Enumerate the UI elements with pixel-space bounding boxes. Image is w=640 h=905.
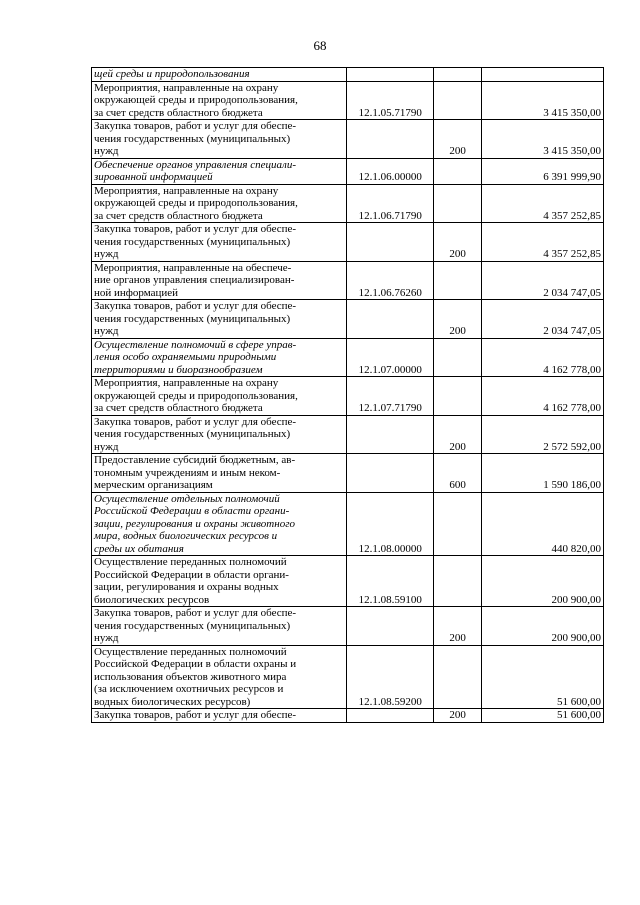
budget-table (91, 67, 604, 723)
amount-cell: 3 415 350,00 (482, 81, 604, 120)
code-cell: 12.1.07.00000 (347, 338, 434, 377)
code-cell (347, 415, 434, 454)
code-cell: 12.1.06.76260 (347, 261, 434, 300)
code-cell (347, 223, 434, 262)
amount-cell: 1 590 186,00 (482, 454, 604, 493)
type-cell: 200 (433, 300, 481, 339)
name-cell: Мероприятия, направленные на охрану окружающей среды и природопользования, за счет средств областного бюджета (92, 184, 347, 223)
code-cell (347, 454, 434, 493)
table-row (92, 645, 604, 709)
type-cell: 200 (433, 415, 481, 454)
amount-cell: 200 900,00 (482, 556, 604, 607)
name-cell: Закупка товаров, работ и услуг для обеспе- чения государственных (муниципальных) нужд (92, 300, 347, 339)
code-cell (347, 120, 434, 159)
amount-cell: 440 820,00 (482, 492, 604, 556)
amount-cell: 2 034 747,05 (482, 300, 604, 339)
type-cell (433, 492, 481, 556)
type-cell (433, 68, 481, 82)
amount-cell: 51 600,00 (482, 645, 604, 709)
table-row (92, 68, 604, 82)
type-cell (433, 158, 481, 184)
amount-cell: 4 357 252,85 (482, 184, 604, 223)
type-cell: 200 (433, 120, 481, 159)
name-cell: Закупка товаров, работ и услуг для обеспе- чения государственных (муниципальных) нужд (92, 415, 347, 454)
type-cell (433, 338, 481, 377)
type-cell: 200 (433, 709, 481, 723)
amount-cell: 2 034 747,05 (482, 261, 604, 300)
amount-cell: 4 357 252,85 (482, 223, 604, 262)
name-cell: Предоставление субсидий бюджетным, ав- тономным учреждениям и иным неком- мерческим организациям (92, 454, 347, 493)
budget-table-body (92, 68, 604, 723)
amount-cell: 2 572 592,00 (482, 415, 604, 454)
amount-cell: 3 415 350,00 (482, 120, 604, 159)
type-cell (433, 261, 481, 300)
table-row (92, 377, 604, 416)
table-row (92, 415, 604, 454)
table-row (92, 120, 604, 159)
name-cell: Закупка товаров, работ и услуг для обеспе- чения государственных (муниципальных) нужд (92, 223, 347, 262)
name-cell: Закупка товаров, работ и услуг для обеспе- чения государственных (муниципальных) нужд (92, 120, 347, 159)
code-cell: 12.1.06.71790 (347, 184, 434, 223)
name-cell: щей среды и природопользования (92, 68, 347, 82)
amount-cell: 4 162 778,00 (482, 338, 604, 377)
table-row (92, 184, 604, 223)
type-cell (433, 184, 481, 223)
table-row (92, 223, 604, 262)
table-row (92, 300, 604, 339)
name-cell: Осуществление переданных полномочий Российской Федерации в области охраны и использования объектов животного мира (за исключением охотничьих ресурсов и водных биологических ресурсов) (92, 645, 347, 709)
code-cell: 12.1.07.71790 (347, 377, 434, 416)
code-cell: 12.1.08.59200 (347, 645, 434, 709)
type-cell: 600 (433, 454, 481, 493)
code-cell: 12.1.05.71790 (347, 81, 434, 120)
name-cell: Закупка товаров, работ и услуг для обеспе- чения государственных (муниципальных) нужд (92, 607, 347, 646)
code-cell: 12.1.08.59100 (347, 556, 434, 607)
amount-cell (482, 68, 604, 82)
name-cell: Осуществление полномочий в сфере управ- ления особо охраняемыми природными территориями и биоразнообразием (92, 338, 347, 377)
name-cell: Мероприятия, направленные на охрану окружающей среды и природопользования, за счет средств областного бюджета (92, 81, 347, 120)
table-row (92, 454, 604, 493)
name-cell: Мероприятия, направленные на охрану окружающей среды и природопользования, за счет средств областного бюджета (92, 377, 347, 416)
amount-cell: 4 162 778,00 (482, 377, 604, 416)
table-row (92, 607, 604, 646)
code-cell (347, 300, 434, 339)
code-cell: 12.1.06.00000 (347, 158, 434, 184)
amount-cell: 6 391 999,90 (482, 158, 604, 184)
type-cell (433, 556, 481, 607)
type-cell: 200 (433, 223, 481, 262)
table-row (92, 81, 604, 120)
table-row (92, 709, 604, 723)
type-cell (433, 377, 481, 416)
page-number: 68 (313, 38, 327, 53)
amount-cell: 200 900,00 (482, 607, 604, 646)
type-cell: 200 (433, 607, 481, 646)
table-row (92, 261, 604, 300)
table-row (92, 492, 604, 556)
code-cell (347, 709, 434, 723)
name-cell: Осуществление отдельных полномочий Российской Федерации в области органи- зации, регулирования и охраны животного мира, водных биологических ресурсов и среды их обитания (92, 492, 347, 556)
name-cell: Мероприятия, направленные на обеспече- ние органов управления специализирован- ной информацией (92, 261, 347, 300)
name-cell: Осуществление переданных полномочий Российской Федерации в области органи- зации, регулирования и охраны водных биологических ресурсов (92, 556, 347, 607)
code-cell: 12.1.08.00000 (347, 492, 434, 556)
table-row (92, 338, 604, 377)
code-cell (347, 68, 434, 82)
type-cell (433, 645, 481, 709)
table-row (92, 158, 604, 184)
amount-cell: 51 600,00 (482, 709, 604, 723)
name-cell: Закупка товаров, работ и услуг для обеспе- (92, 709, 347, 723)
code-cell (347, 607, 434, 646)
type-cell (433, 81, 481, 120)
table-row (92, 556, 604, 607)
name-cell: Обеспечение органов управления специали- зированной информацией (92, 158, 347, 184)
